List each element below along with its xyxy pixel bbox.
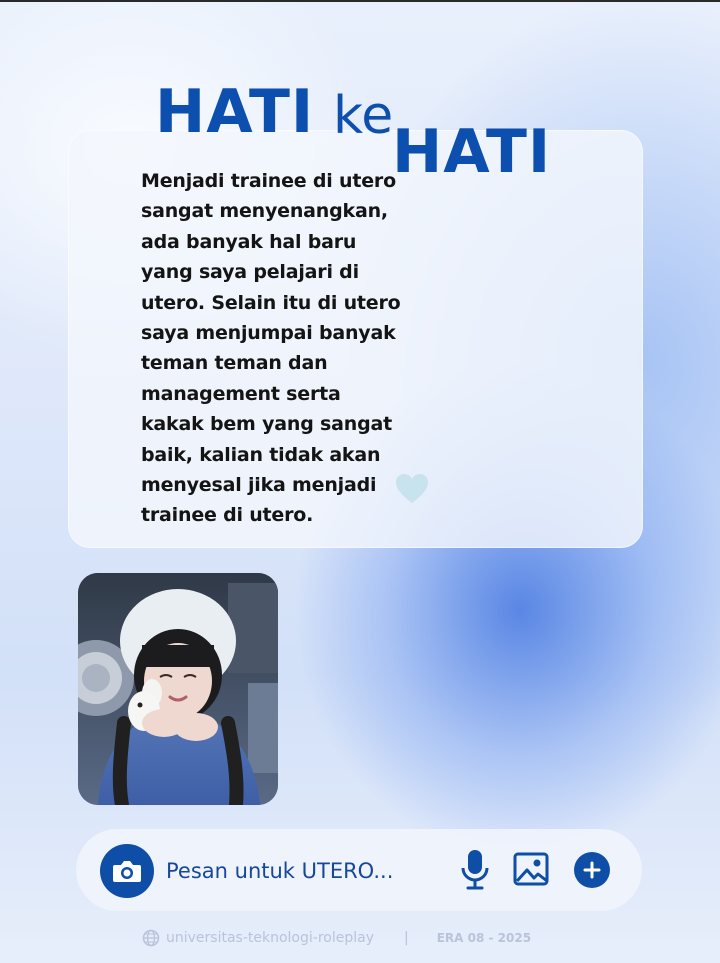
camera-button[interactable] (100, 844, 154, 898)
microphone-icon (458, 848, 492, 892)
image-button[interactable] (513, 851, 549, 887)
title-hati-right: HATI (392, 117, 552, 187)
title-hati-left: HATI (155, 77, 315, 147)
title-ke: ke (333, 86, 394, 146)
globe-icon (142, 929, 160, 947)
footer-divider: | (403, 930, 409, 946)
add-button[interactable] (574, 852, 610, 888)
heart-icon (394, 473, 430, 505)
message-input[interactable] (166, 853, 436, 889)
card-body-text: Menjadi trainee di utero sangat menyenangkan, ada banyak hal baru yang saya pelajari di utero. Selain itu di utero saya menjumpai banyak teman teman dan management serta kakak bem yang sangat baik, kalian tidak akan menyesal jika menjadi trainee di utero. (141, 170, 401, 527)
photo-illustration (78, 573, 278, 805)
footer-site: universitas-teknologi-roleplay (166, 930, 374, 946)
footer-era: ERA 08 - 2025 (436, 931, 532, 945)
microphone-button[interactable] (458, 848, 492, 892)
top-border (0, 0, 720, 2)
profile-photo (78, 573, 278, 805)
footer (142, 927, 531, 949)
camera-icon (112, 858, 142, 884)
plus-icon (583, 861, 601, 879)
image-icon (513, 851, 549, 887)
